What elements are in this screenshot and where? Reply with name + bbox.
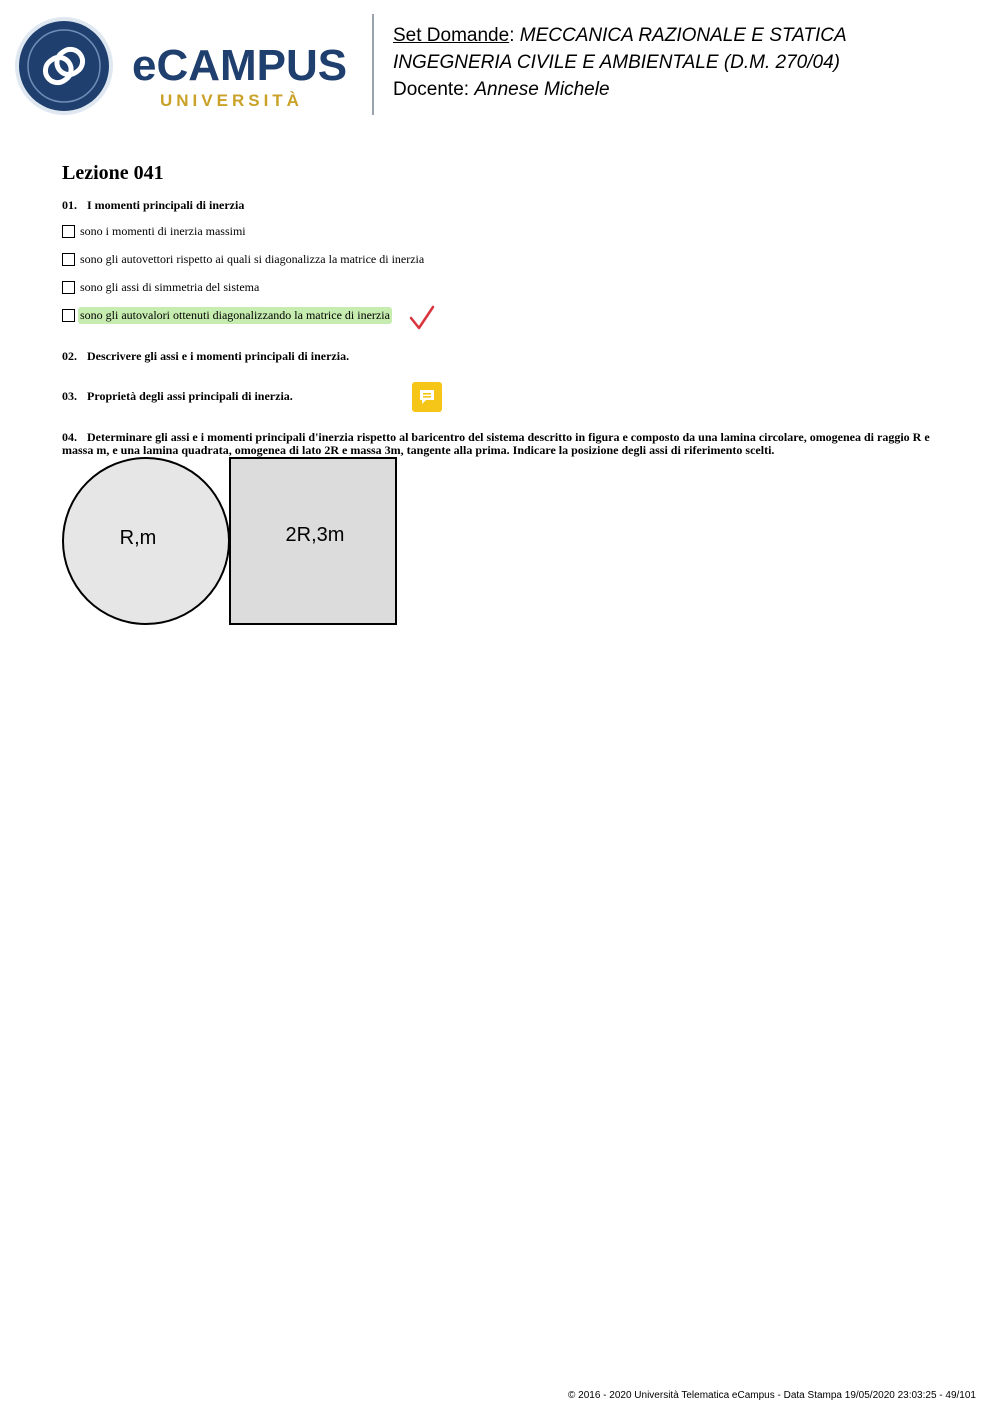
footer: © 2016 - 2020 Università Telematica eCampus - Data Stampa 19/05/2020 23:03:25 - 49/101 xyxy=(568,1390,976,1401)
answer-option[interactable] xyxy=(62,278,261,296)
answer-option-correct[interactable] xyxy=(62,306,392,324)
question-text: Descrivere gli assi e i momenti principali di inerzia. xyxy=(87,349,350,363)
question-text: Determinare gli assi e i momenti principali d'inerzia rispetto al baricentro del sistema descritto in figura e composto da una lamina circolare, omogenea di raggio R e massa m, e una lamina quadrata, omogenea di lato 2R e massa 3m, tangente alla prima. Indicare la posizione degli assi di riferimento scelti. xyxy=(62,430,930,457)
ecampus-logo xyxy=(14,14,359,118)
question-text: Proprietà degli assi principali di inerzia. xyxy=(87,389,293,403)
teacher-name: Annese Michele xyxy=(474,79,610,100)
question-text: I momenti principali di inerzia xyxy=(87,198,245,212)
answer-text: sono gli autovettori rispetto ai quali si diagonalizza la matrice di inerzia xyxy=(80,251,425,266)
answer-text: sono gli assi di simmetria del sistema xyxy=(80,279,260,294)
header-divider xyxy=(372,14,374,115)
answer-checkbox[interactable] xyxy=(62,281,75,294)
question-04 xyxy=(62,431,932,457)
course-header xyxy=(393,22,847,103)
figure-circle-square xyxy=(58,455,403,630)
lesson-title: Lezione 041 xyxy=(62,162,164,184)
question-number: 04. xyxy=(62,430,77,444)
course-line-2: INGEGNERIA CIVILE E AMBIENTALE (D.M. 270/04) xyxy=(393,52,840,73)
checkmark-icon xyxy=(408,304,436,332)
answer-option[interactable] xyxy=(62,250,426,268)
logo-seal-icon xyxy=(15,17,113,115)
logo-sub: UNIVERSITÀ xyxy=(160,91,303,110)
circle-label: R,m xyxy=(119,527,157,549)
answer-checkbox[interactable] xyxy=(62,309,75,322)
answer-text: sono i momenti di inerzia massimi xyxy=(80,223,246,238)
comment-icon[interactable] xyxy=(412,382,442,412)
logo-brand: eCAMPUS xyxy=(132,41,348,90)
question-03 xyxy=(62,389,293,404)
answer-checkbox[interactable] xyxy=(62,225,75,238)
question-number: 02. xyxy=(62,349,77,363)
teacher-label: Docente: xyxy=(393,79,470,100)
answer-text: sono gli autovalori ottenuti diagonalizzando la matrice di inerzia xyxy=(80,307,390,322)
square-label: 2R,3m xyxy=(285,524,345,546)
question-01 xyxy=(62,198,244,213)
course-line-1 xyxy=(393,22,847,49)
question-02 xyxy=(62,349,349,364)
set-label: Set Domande xyxy=(393,25,510,46)
course-title: MECCANICA RAZIONALE E STATICA xyxy=(519,25,847,46)
answer-option[interactable] xyxy=(62,222,248,240)
question-number: 03. xyxy=(62,389,77,403)
question-number: 01. xyxy=(62,198,77,212)
answer-checkbox[interactable] xyxy=(62,253,75,266)
teacher-line xyxy=(393,76,847,103)
set-separator: : xyxy=(509,25,515,46)
